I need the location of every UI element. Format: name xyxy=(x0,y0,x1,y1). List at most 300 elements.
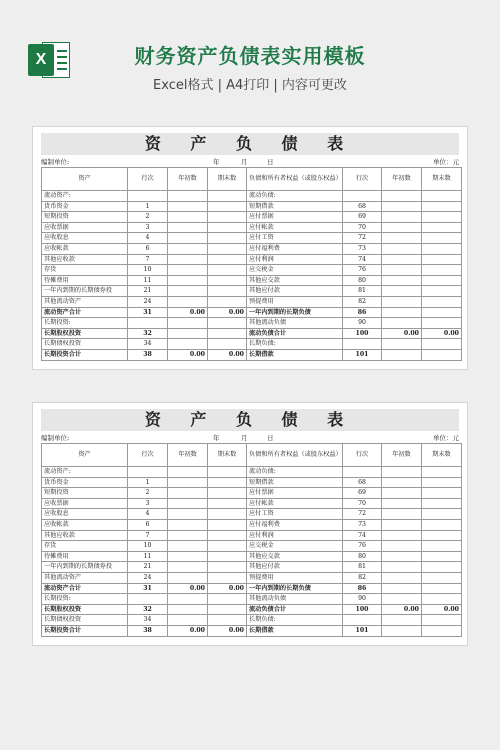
opening-balance-cell[interactable] xyxy=(382,477,422,488)
row-no-cell[interactable]: 86 xyxy=(343,583,382,594)
liability-name-cell[interactable]: 应付利润 xyxy=(247,254,343,265)
asset-name-cell[interactable]: 长期债权投资 xyxy=(42,339,128,350)
asset-name-cell[interactable]: 长期投资合计 xyxy=(42,349,128,360)
opening-balance-cell[interactable] xyxy=(168,328,208,339)
asset-name-cell[interactable]: 应收票据 xyxy=(42,222,128,233)
opening-balance-cell[interactable] xyxy=(168,519,208,530)
row-no-cell[interactable]: 74 xyxy=(343,254,382,265)
row-no-cell[interactable]: 81 xyxy=(343,562,382,573)
closing-balance-cell[interactable] xyxy=(208,467,247,478)
row-no-cell[interactable]: 24 xyxy=(128,296,168,307)
closing-balance-cell[interactable] xyxy=(422,254,462,265)
row-no-cell[interactable]: 6 xyxy=(128,243,168,254)
opening-balance-cell[interactable] xyxy=(168,594,208,605)
closing-balance-cell[interactable]: 0.00 xyxy=(208,349,247,360)
row-no-cell[interactable]: 4 xyxy=(128,233,168,244)
column-header: 资产 xyxy=(42,444,128,467)
liability-name-cell[interactable]: 一年内到期的长期负债 xyxy=(247,583,343,594)
row-no-cell[interactable] xyxy=(343,191,382,202)
row-no-cell[interactable]: 6 xyxy=(128,519,168,530)
liability-name-cell[interactable]: 应付帐款 xyxy=(247,222,343,233)
closing-balance-cell[interactable] xyxy=(422,212,462,223)
row-no-cell[interactable] xyxy=(128,191,168,202)
row-no-cell[interactable]: 73 xyxy=(343,243,382,254)
closing-balance-cell[interactable] xyxy=(422,572,462,583)
asset-name-cell[interactable]: 流动资产合计 xyxy=(42,307,128,318)
closing-balance-cell[interactable] xyxy=(422,477,462,488)
asset-name-cell[interactable]: 长期投资: xyxy=(42,594,128,605)
row-no-cell[interactable]: 10 xyxy=(128,541,168,552)
opening-balance-cell[interactable] xyxy=(382,254,422,265)
liability-name-cell[interactable]: 长期负债: xyxy=(247,339,343,350)
page-subtitle: Excel格式 | A4打印 | 内容可更改 xyxy=(153,78,347,93)
row-no-cell[interactable]: 90 xyxy=(343,318,382,329)
closing-balance-cell[interactable] xyxy=(208,498,247,509)
opening-balance-cell[interactable] xyxy=(168,318,208,329)
closing-balance-cell[interactable] xyxy=(422,296,462,307)
table-row xyxy=(42,222,462,233)
row-no-cell[interactable]: 24 xyxy=(128,572,168,583)
column-header: 年初数 xyxy=(168,444,208,467)
opening-balance-cell[interactable] xyxy=(382,339,422,350)
asset-name-cell[interactable]: 其他应收款 xyxy=(42,530,128,541)
table-row xyxy=(42,604,462,615)
year-label: 年 xyxy=(213,434,220,442)
closing-balance-cell[interactable] xyxy=(208,265,247,276)
column-header: 行次 xyxy=(128,168,168,191)
table-row xyxy=(42,625,462,636)
table-row xyxy=(42,615,462,626)
opening-balance-cell[interactable] xyxy=(168,572,208,583)
opening-balance-cell[interactable]: 0.00 xyxy=(168,307,208,318)
row-no-cell[interactable]: 69 xyxy=(343,212,382,223)
closing-balance-cell[interactable] xyxy=(422,625,462,636)
closing-balance-cell[interactable] xyxy=(422,307,462,318)
asset-name-cell[interactable]: 长期债权投资 xyxy=(42,615,128,626)
opening-balance-cell[interactable] xyxy=(168,191,208,202)
asset-name-cell[interactable]: 应收股息 xyxy=(42,233,128,244)
asset-name-cell[interactable]: 长期投资: xyxy=(42,318,128,329)
row-no-cell[interactable]: 3 xyxy=(128,222,168,233)
liability-name-cell[interactable]: 短期借款 xyxy=(247,201,343,212)
liability-name-cell[interactable]: 预提费用 xyxy=(247,572,343,583)
asset-name-cell[interactable]: 一年内到期的长期债券投 xyxy=(42,562,128,573)
table-row xyxy=(42,509,462,520)
opening-balance-cell[interactable] xyxy=(168,212,208,223)
liability-name-cell[interactable]: 长期借款 xyxy=(247,349,343,360)
asset-name-cell[interactable]: 长期股权投资 xyxy=(42,328,128,339)
opening-balance-cell[interactable] xyxy=(382,349,422,360)
table-row xyxy=(42,328,462,339)
row-no-cell[interactable]: 32 xyxy=(128,328,168,339)
closing-balance-cell[interactable] xyxy=(208,551,247,562)
asset-name-cell[interactable]: 一年内到期的长期债券投 xyxy=(42,286,128,297)
closing-balance-cell[interactable] xyxy=(208,243,247,254)
liability-name-cell[interactable]: 其他流动负债 xyxy=(247,594,343,605)
closing-balance-cell[interactable] xyxy=(208,594,247,605)
closing-balance-cell[interactable] xyxy=(422,541,462,552)
closing-balance-cell[interactable] xyxy=(422,551,462,562)
opening-balance-cell[interactable] xyxy=(168,243,208,254)
asset-name-cell[interactable]: 应收帐款 xyxy=(42,519,128,530)
closing-balance-cell[interactable] xyxy=(208,615,247,626)
opening-balance-cell[interactable] xyxy=(168,498,208,509)
row-no-cell[interactable]: 72 xyxy=(343,509,382,520)
opening-balance-cell[interactable] xyxy=(168,296,208,307)
row-no-cell[interactable]: 32 xyxy=(128,604,168,615)
row-no-cell[interactable] xyxy=(128,318,168,329)
closing-balance-cell[interactable] xyxy=(422,222,462,233)
row-no-cell[interactable]: 68 xyxy=(343,201,382,212)
asset-name-cell[interactable]: 流动资产: xyxy=(42,467,128,478)
page-header xyxy=(0,0,500,110)
closing-balance-cell[interactable]: 0.00 xyxy=(208,307,247,318)
closing-balance-cell[interactable]: 0.00 xyxy=(422,328,462,339)
closing-balance-cell[interactable] xyxy=(422,530,462,541)
opening-balance-cell[interactable] xyxy=(168,541,208,552)
opening-balance-cell[interactable] xyxy=(382,286,422,297)
liability-name-cell[interactable]: 长期负债: xyxy=(247,615,343,626)
liability-name-cell[interactable]: 应付福利费 xyxy=(247,243,343,254)
page-title: 财务资产负债表实用模板 xyxy=(134,44,366,68)
currency-label: 单位：元 xyxy=(433,434,459,442)
liability-name-cell[interactable]: 应付利润 xyxy=(247,530,343,541)
asset-name-cell[interactable]: 短期投资 xyxy=(42,488,128,499)
opening-balance-cell[interactable] xyxy=(382,625,422,636)
closing-balance-cell[interactable] xyxy=(208,519,247,530)
closing-balance-cell[interactable] xyxy=(422,583,462,594)
closing-balance-cell[interactable] xyxy=(422,243,462,254)
table-row xyxy=(42,275,462,286)
closing-balance-cell[interactable]: 0.00 xyxy=(208,583,247,594)
closing-balance-cell[interactable]: 0.00 xyxy=(422,604,462,615)
asset-name-cell[interactable]: 流动资产: xyxy=(42,191,128,202)
asset-name-cell[interactable]: 其他流动资产 xyxy=(42,296,128,307)
closing-balance-cell[interactable] xyxy=(208,254,247,265)
closing-balance-cell[interactable] xyxy=(208,509,247,520)
asset-name-cell[interactable]: 货币资金 xyxy=(42,477,128,488)
balance-table xyxy=(41,167,462,361)
opening-balance-cell[interactable] xyxy=(382,615,422,626)
liability-name-cell[interactable]: 流动负债: xyxy=(247,191,343,202)
closing-balance-cell[interactable] xyxy=(422,318,462,329)
row-no-cell[interactable] xyxy=(128,594,168,605)
row-no-cell[interactable]: 2 xyxy=(128,488,168,499)
asset-name-cell[interactable]: 应收帐款 xyxy=(42,243,128,254)
row-no-cell[interactable]: 31 xyxy=(128,583,168,594)
liability-name-cell[interactable]: 应付工资 xyxy=(247,509,343,520)
closing-balance-cell[interactable] xyxy=(422,233,462,244)
liability-name-cell[interactable]: 流动负债合计 xyxy=(247,604,343,615)
row-no-cell[interactable]: 4 xyxy=(128,509,168,520)
table-row xyxy=(42,191,462,202)
closing-balance-cell[interactable]: 0.00 xyxy=(208,625,247,636)
closing-balance-cell[interactable] xyxy=(208,318,247,329)
sheet-title: 资 产 负 债 表 xyxy=(41,133,459,155)
closing-balance-cell[interactable] xyxy=(208,488,247,499)
closing-balance-cell[interactable] xyxy=(422,265,462,276)
row-no-cell[interactable] xyxy=(343,615,382,626)
opening-balance-cell[interactable] xyxy=(168,488,208,499)
opening-balance-cell[interactable] xyxy=(382,222,422,233)
asset-name-cell[interactable]: 长期股权投资 xyxy=(42,604,128,615)
liability-name-cell[interactable]: 流动负债合计 xyxy=(247,328,343,339)
liability-name-cell[interactable]: 流动负债: xyxy=(247,467,343,478)
opening-balance-cell[interactable] xyxy=(382,519,422,530)
opening-balance-cell[interactable] xyxy=(382,551,422,562)
row-no-cell[interactable]: 70 xyxy=(343,222,382,233)
closing-balance-cell[interactable] xyxy=(208,477,247,488)
liability-name-cell[interactable]: 其他应交款 xyxy=(247,551,343,562)
row-no-cell[interactable]: 82 xyxy=(343,296,382,307)
row-no-cell[interactable]: 76 xyxy=(343,541,382,552)
asset-name-cell[interactable]: 短期投资 xyxy=(42,212,128,223)
asset-name-cell[interactable]: 应收股息 xyxy=(42,509,128,520)
closing-balance-cell[interactable] xyxy=(422,488,462,499)
closing-balance-cell[interactable] xyxy=(422,594,462,605)
opening-balance-cell[interactable] xyxy=(382,233,422,244)
row-no-cell[interactable]: 3 xyxy=(128,498,168,509)
opening-balance-cell[interactable] xyxy=(382,318,422,329)
opening-balance-cell[interactable] xyxy=(382,498,422,509)
opening-balance-cell[interactable]: 0.00 xyxy=(382,604,422,615)
row-no-cell[interactable]: 80 xyxy=(343,275,382,286)
asset-name-cell[interactable]: 其他流动资产 xyxy=(42,572,128,583)
liability-name-cell[interactable]: 应付工资 xyxy=(247,233,343,244)
row-no-cell[interactable]: 100 xyxy=(343,604,382,615)
closing-balance-cell[interactable] xyxy=(208,286,247,297)
opening-balance-cell[interactable] xyxy=(168,477,208,488)
row-no-cell[interactable]: 7 xyxy=(128,254,168,265)
closing-balance-cell[interactable] xyxy=(422,519,462,530)
row-no-cell[interactable]: 100 xyxy=(343,328,382,339)
row-no-cell[interactable] xyxy=(343,467,382,478)
row-no-cell[interactable]: 31 xyxy=(128,307,168,318)
closing-balance-cell[interactable] xyxy=(422,615,462,626)
table-header-row xyxy=(42,444,462,467)
liability-name-cell[interactable]: 短期借款 xyxy=(247,477,343,488)
liability-name-cell[interactable]: 预提费用 xyxy=(247,296,343,307)
opening-balance-cell[interactable] xyxy=(168,562,208,573)
closing-balance-cell[interactable] xyxy=(208,541,247,552)
liability-name-cell[interactable]: 应付票据 xyxy=(247,212,343,223)
row-no-cell[interactable]: 10 xyxy=(128,265,168,276)
closing-balance-cell[interactable] xyxy=(208,572,247,583)
liability-name-cell[interactable]: 其他应交款 xyxy=(247,275,343,286)
closing-balance-cell[interactable] xyxy=(208,328,247,339)
closing-balance-cell[interactable] xyxy=(422,509,462,520)
closing-balance-cell[interactable] xyxy=(208,530,247,541)
closing-balance-cell[interactable] xyxy=(422,275,462,286)
row-no-cell[interactable]: 38 xyxy=(128,625,168,636)
asset-name-cell[interactable]: 存货 xyxy=(42,265,128,276)
closing-balance-cell[interactable] xyxy=(422,498,462,509)
row-no-cell[interactable]: 34 xyxy=(128,339,168,350)
closing-balance-cell[interactable] xyxy=(422,467,462,478)
closing-balance-cell[interactable] xyxy=(208,212,247,223)
opening-balance-cell[interactable] xyxy=(382,530,422,541)
opening-balance-cell[interactable] xyxy=(382,488,422,499)
row-no-cell[interactable]: 81 xyxy=(343,286,382,297)
table-row xyxy=(42,594,462,605)
opening-balance-cell[interactable] xyxy=(168,222,208,233)
opening-balance-cell[interactable] xyxy=(168,467,208,478)
closing-balance-cell[interactable] xyxy=(208,233,247,244)
closing-balance-cell[interactable] xyxy=(422,339,462,350)
opening-balance-cell[interactable] xyxy=(382,594,422,605)
column-header: 年初数 xyxy=(168,168,208,191)
row-no-cell[interactable]: 74 xyxy=(343,530,382,541)
asset-name-cell[interactable]: 存货 xyxy=(42,541,128,552)
liability-name-cell[interactable]: 其他应付款 xyxy=(247,286,343,297)
table-row xyxy=(42,201,462,212)
row-no-cell[interactable]: 7 xyxy=(128,530,168,541)
row-no-cell[interactable]: 11 xyxy=(128,275,168,286)
opening-balance-cell[interactable]: 0.00 xyxy=(168,583,208,594)
asset-name-cell[interactable]: 待摊费用 xyxy=(42,551,128,562)
closing-balance-cell[interactable] xyxy=(422,286,462,297)
column-header: 负债和所有者权益（或股东权益） xyxy=(247,444,343,467)
opening-balance-cell[interactable] xyxy=(382,265,422,276)
opening-balance-cell[interactable] xyxy=(168,339,208,350)
row-no-cell[interactable]: 68 xyxy=(343,477,382,488)
currency-label: 单位：元 xyxy=(433,158,459,166)
opening-balance-cell[interactable] xyxy=(382,572,422,583)
opening-balance-cell[interactable] xyxy=(382,212,422,223)
table-row xyxy=(42,530,462,541)
asset-name-cell[interactable]: 长期投资合计 xyxy=(42,625,128,636)
liability-name-cell[interactable]: 应付福利费 xyxy=(247,519,343,530)
table-row xyxy=(42,339,462,350)
closing-balance-cell[interactable] xyxy=(422,349,462,360)
closing-balance-cell[interactable] xyxy=(208,339,247,350)
table-row xyxy=(42,477,462,488)
asset-name-cell[interactable]: 其他应收款 xyxy=(42,254,128,265)
opening-balance-cell[interactable]: 0.00 xyxy=(382,328,422,339)
table-row xyxy=(42,212,462,223)
sheet-title: 资 产 负 债 表 xyxy=(41,409,459,431)
logo-letter: X xyxy=(28,44,54,76)
table-row xyxy=(42,519,462,530)
asset-name-cell[interactable]: 应收票据 xyxy=(42,498,128,509)
asset-name-cell[interactable]: 货币资金 xyxy=(42,201,128,212)
liability-name-cell[interactable]: 应付帐款 xyxy=(247,498,343,509)
row-no-cell[interactable] xyxy=(128,467,168,478)
row-no-cell[interactable]: 90 xyxy=(343,594,382,605)
row-no-cell[interactable]: 1 xyxy=(128,201,168,212)
opening-balance-cell[interactable] xyxy=(168,551,208,562)
balance-sheet-2 xyxy=(32,402,468,646)
closing-balance-cell[interactable] xyxy=(208,604,247,615)
table-header-row xyxy=(42,168,462,191)
closing-balance-cell[interactable] xyxy=(208,191,247,202)
opening-balance-cell[interactable]: 0.00 xyxy=(168,625,208,636)
opening-balance-cell[interactable] xyxy=(382,296,422,307)
opening-balance-cell[interactable] xyxy=(168,604,208,615)
row-no-cell[interactable]: 101 xyxy=(343,349,382,360)
opening-balance-cell[interactable] xyxy=(382,562,422,573)
table-row xyxy=(42,498,462,509)
row-no-cell[interactable]: 1 xyxy=(128,477,168,488)
opening-balance-cell[interactable] xyxy=(382,307,422,318)
row-no-cell[interactable]: 80 xyxy=(343,551,382,562)
balance-sheet-1 xyxy=(32,126,468,370)
opening-balance-cell[interactable] xyxy=(382,201,422,212)
closing-balance-cell[interactable] xyxy=(208,296,247,307)
month-label: 月 xyxy=(241,434,248,442)
row-no-cell[interactable]: 76 xyxy=(343,265,382,276)
row-no-cell[interactable]: 21 xyxy=(128,562,168,573)
opening-balance-cell[interactable] xyxy=(168,615,208,626)
liability-name-cell[interactable]: 其他应付款 xyxy=(247,562,343,573)
opening-balance-cell[interactable] xyxy=(382,275,422,286)
row-no-cell[interactable]: 101 xyxy=(343,625,382,636)
column-header: 期末数 xyxy=(208,168,247,191)
opening-balance-cell[interactable] xyxy=(168,530,208,541)
row-no-cell[interactable]: 2 xyxy=(128,212,168,223)
column-header: 资产 xyxy=(42,168,128,191)
opening-balance-cell[interactable] xyxy=(168,201,208,212)
day-label: 日 xyxy=(267,434,274,442)
row-no-cell[interactable]: 82 xyxy=(343,572,382,583)
opening-balance-cell[interactable] xyxy=(382,243,422,254)
liability-name-cell[interactable]: 一年内到期的长期负债 xyxy=(247,307,343,318)
liability-name-cell[interactable]: 应交税金 xyxy=(247,541,343,552)
closing-balance-cell[interactable] xyxy=(422,191,462,202)
asset-name-cell[interactable]: 流动资产合计 xyxy=(42,583,128,594)
row-no-cell[interactable]: 21 xyxy=(128,286,168,297)
opening-balance-cell[interactable] xyxy=(382,191,422,202)
liability-name-cell[interactable]: 长期借款 xyxy=(247,625,343,636)
liability-name-cell[interactable]: 应付票据 xyxy=(247,488,343,499)
row-no-cell[interactable]: 38 xyxy=(128,349,168,360)
closing-balance-cell[interactable] xyxy=(208,201,247,212)
opening-balance-cell[interactable] xyxy=(168,275,208,286)
opening-balance-cell[interactable] xyxy=(168,509,208,520)
closing-balance-cell[interactable] xyxy=(422,562,462,573)
opening-balance-cell[interactable]: 0.00 xyxy=(168,349,208,360)
opening-balance-cell[interactable] xyxy=(382,467,422,478)
table-row xyxy=(42,349,462,360)
row-no-cell[interactable]: 34 xyxy=(128,615,168,626)
column-header: 行次 xyxy=(343,168,382,191)
opening-balance-cell[interactable] xyxy=(168,286,208,297)
opening-balance-cell[interactable] xyxy=(382,541,422,552)
row-no-cell[interactable] xyxy=(343,339,382,350)
closing-balance-cell[interactable] xyxy=(208,222,247,233)
column-header: 期末数 xyxy=(208,444,247,467)
liability-name-cell[interactable]: 应交税金 xyxy=(247,265,343,276)
opening-balance-cell[interactable] xyxy=(382,509,422,520)
opening-balance-cell[interactable] xyxy=(382,583,422,594)
closing-balance-cell[interactable] xyxy=(208,275,247,286)
row-no-cell[interactable]: 69 xyxy=(343,488,382,499)
opening-balance-cell[interactable] xyxy=(168,233,208,244)
asset-name-cell[interactable]: 待摊费用 xyxy=(42,275,128,286)
liability-name-cell[interactable]: 其他流动负债 xyxy=(247,318,343,329)
opening-balance-cell[interactable] xyxy=(168,254,208,265)
opening-balance-cell[interactable] xyxy=(168,265,208,276)
row-no-cell[interactable]: 73 xyxy=(343,519,382,530)
closing-balance-cell[interactable] xyxy=(422,201,462,212)
row-no-cell[interactable]: 11 xyxy=(128,551,168,562)
row-no-cell[interactable]: 86 xyxy=(343,307,382,318)
closing-balance-cell[interactable] xyxy=(208,562,247,573)
table-row xyxy=(42,233,462,244)
row-no-cell[interactable]: 72 xyxy=(343,233,382,244)
row-no-cell[interactable]: 70 xyxy=(343,498,382,509)
year-label: 年 xyxy=(213,158,220,166)
